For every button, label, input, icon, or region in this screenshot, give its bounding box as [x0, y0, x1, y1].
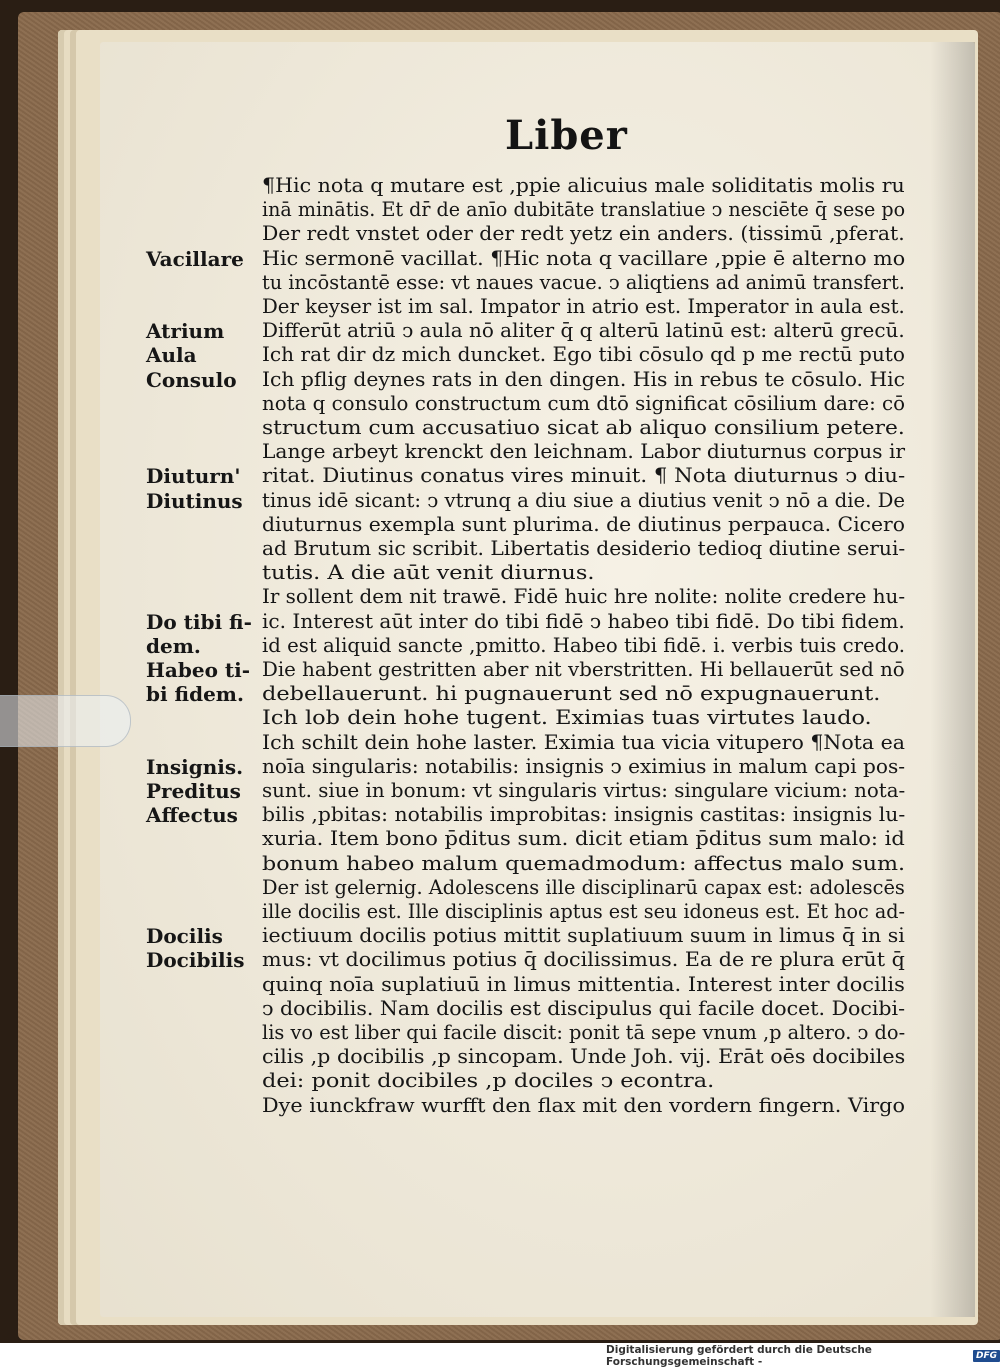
text-line: ↄ docibilis. Nam docilis est discipulus qui facile docet. Docibi- — [262, 996, 906, 1020]
text-line: ritat. Diutinus conatus vires minuit. ¶ Nota diuturnus ↄ diu- — [262, 464, 906, 488]
margin-gloss: dem. — [146, 633, 201, 658]
margin-gloss: Atrium — [146, 319, 225, 344]
text-line: noīa singularis: notabilis: insignis ↄ eximius in malum capi pos- — [262, 754, 906, 778]
text-line: inā minātis. Et dr̄ de anīo dubitāte translatiue ↄ nesciēte q̄ sese po — [262, 198, 906, 222]
text-line: mus: vt docilimus potius q̄ docilissimus. Ea de re plura erūt q̄ — [262, 948, 905, 972]
text-line: tutis. A die aūt venit diurnus. — [262, 561, 595, 585]
text-line: bilis ,pbitas: notabilis improbitas: insignis castitas: insignis lu- — [262, 803, 906, 827]
margin-gloss: Preditus — [146, 779, 241, 803]
margin-gloss: Aula — [146, 343, 197, 368]
text-line: id est aliquid sancte ,pmitto. Habeo tibi fidē. i. verbis tuis credo. — [262, 633, 906, 657]
margin-gloss: Diutinus — [146, 488, 243, 513]
margin-gloss: Docilis — [146, 924, 223, 949]
text-line: Der keyser ist im sal. Impator in atrio est. Imperator in aula est. — [262, 295, 905, 318]
bookmark-strip — [0, 695, 131, 747]
gutter-shadow — [930, 42, 975, 1317]
text-line: Ich rat dir dz mich duncket. Ego tibi cōsulo qd p me rectū puto — [262, 343, 905, 367]
text-line: Hic sermonē vacillat. ¶Hic nota q vacillare ,ppie ē alterno mo — [262, 246, 906, 270]
margin-gloss: Consulo — [146, 367, 237, 392]
text-line: xuria. Item bono p̄ditus sum. dicit etiam p̄ditus sum malo: id — [262, 827, 905, 851]
margin-gloss: Affectus — [146, 803, 238, 828]
text-line: Der ist gelernig. Adolescens ille disciplinarū capax est: adolescēs — [262, 875, 905, 899]
text-line: tinus idē sicant: ↄ vtrunq a diu siue a diutius venit ↄ nō a die. De — [262, 488, 906, 512]
text-line: Der redt vnstet oder der redt yetz ein anders. (tissimū ,pferat. — [262, 222, 905, 246]
text-line: Differūt atriū ↄ aula nō aliter q̄ q alterū latinū est: alterū grecū. — [262, 319, 905, 343]
margin-gloss: Vacillare — [146, 246, 244, 271]
margin-gloss: Insignis. — [146, 754, 244, 779]
text-line: Ich schilt dein hohe laster. Eximia tua vicia vitupero ¶Nota ea — [262, 730, 906, 754]
margin-gloss: bi fidem. — [146, 682, 244, 707]
text-line: structum cum accusatiuo sicat ab aliquo consilium petere. — [262, 416, 905, 439]
text-line: ic. Interest aūt inter do tibi fidē ↄ habeo tibi fidē. Do tibi fidem. — [262, 609, 905, 633]
text-line: Ir sollent dem nit trawē. Fidē huic hre nolite: nolite credere hu- — [262, 585, 906, 609]
text-line: ad Brutum sic scribit. Libertatis desiderio tedioq diutine serui- — [262, 537, 906, 560]
text-line: quinq noīa suplatiuū in limus mittentia. Interest inter docilis — [262, 972, 905, 996]
text-line: diuturnus exempla sunt plurima. de diutinus perpauca. Cicero — [262, 512, 905, 536]
text-line: lis vo est liber qui facile discit: ponit tā sepe vnum ,p altero. ↄ do- — [262, 1021, 906, 1044]
margin-gloss: Diuturn' — [146, 464, 241, 489]
dfg-logo: DFG — [973, 1350, 1000, 1362]
margin-gloss: Habeo ti- — [146, 658, 251, 682]
text-line: Ich pflig deynes rats in den dingen. His in rebus te cōsulo. Hic — [262, 367, 906, 391]
text-line: Dye iunckfraw wurfft den flax mit den vordern fingern. Virgo — [262, 1093, 905, 1117]
text-line: debellauerunt. hi pugnauerunt sed nō expugnauerunt. — [262, 682, 881, 706]
text-line: cilis ,p docibilis ,p sincopam. Unde Joh. vij. Erāt oēs docibiles — [262, 1045, 906, 1069]
text-line: bonum habeo malum quemadmodum: affectus malo sum. — [262, 851, 906, 875]
running-head: Liber — [505, 112, 628, 159]
text-line: Ich lob dein hohe tugent. Eximias tuas virtutes laudo. — [262, 706, 872, 730]
text-line: ille docilis est. Ille disciplinis aptus est seu idoneus est. Et hoc ad- — [262, 900, 906, 923]
text-line: sunt. siue in bonum: vt singularis virtus: singulare vicium: nota- — [262, 779, 906, 802]
text-line: ¶Hic nota q mutare est ,ppie alicuius male soliditatis molis ru — [262, 174, 905, 197]
text-line: nota q consulo constructum cum dtō significat cōsilium dare: cō — [262, 391, 906, 415]
margin-gloss: Do tibi fi- — [146, 609, 252, 634]
margin-gloss: Docibilis — [146, 948, 245, 973]
text-line: tu incōstantē esse: vt naues vacue. ↄ aliqtiens ad animū transfert. — [262, 270, 905, 294]
footer-credit: Digitalisierung gefördert durch die Deutsche Forschungsgemeinschaft - — [606, 1344, 872, 1368]
digitization-footer — [606, 1346, 1000, 1366]
text-line: Lange arbeyt krenckt den leichnam. Labor diuturnus corpus ir — [262, 440, 906, 464]
text-line: Die habent gestritten aber nit vberstritten. Hi bellauerūt sed nō — [262, 658, 905, 681]
text-line: iectiuum docilis potius mittit suplatiuum suum in limus q̄ in si — [262, 924, 905, 948]
text-line: dei: ponit docibiles ,p dociles ↄ econtra. — [262, 1069, 715, 1093]
